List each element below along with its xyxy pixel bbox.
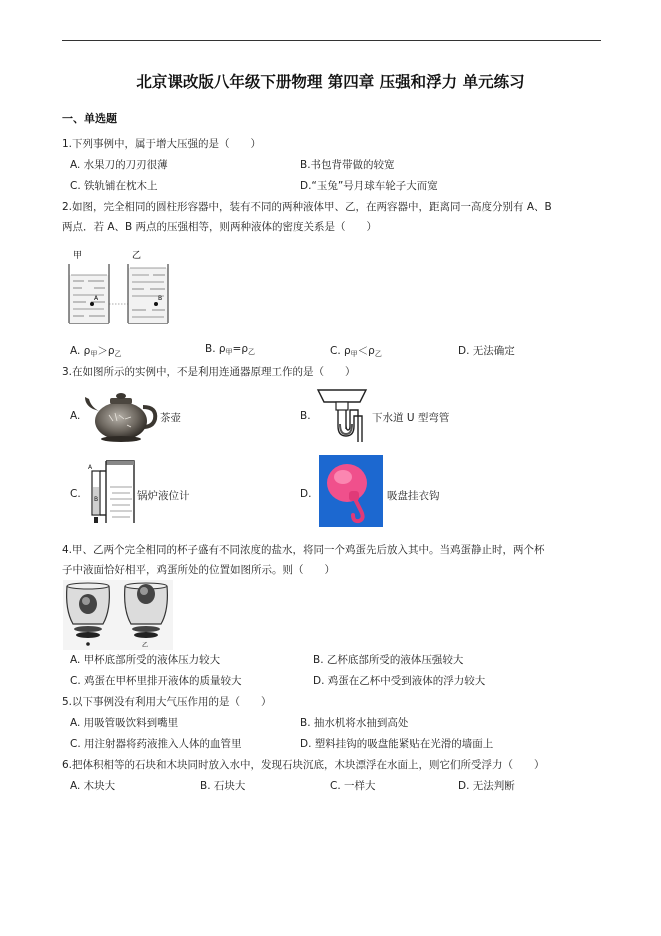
q4-option-c[interactable]: C. 鸡蛋在甲杯里排开液体的质量较大 xyxy=(70,675,242,687)
q4-option-a[interactable]: A. 甲杯底部所受的液体压力较大 xyxy=(70,654,221,666)
q2-option-b[interactable]: B. $\rho_甲=\rho_乙$ xyxy=(205,343,256,356)
q2-point-a-marker xyxy=(90,302,94,306)
q6-option-a[interactable]: A. 木块大 xyxy=(70,780,116,792)
gauge-valve-b-label: B xyxy=(94,496,99,503)
q1-option-c[interactable]: C. 铁轨铺在枕木上 xyxy=(70,180,158,192)
gauge-valve-a-label: A xyxy=(88,464,93,471)
suction-hook-image xyxy=(319,455,383,527)
boiler-level-gauge-image xyxy=(84,455,138,525)
q2-option-d[interactable]: D. 无法确定 xyxy=(458,345,515,357)
question-2-stem-line2: 两点．若 A、B 两点的压强相等，则两种液体的密度关系是（ ） xyxy=(62,221,378,233)
q5-option-a[interactable]: A. 用吸管吸饮料到嘴里 xyxy=(70,717,179,729)
q4-cups-figure xyxy=(63,580,173,650)
question-2-stem-line1: 2.如图，完全相同的圆柱形容器中，装有不同的两种液体甲、乙，在两容器中，距离同一高度分别有 A、B xyxy=(62,201,552,213)
q2-option-a[interactable]: A. $\rho_甲>\rho_乙$ xyxy=(70,345,122,358)
question-6-stem: 6.把体积相等的石块和木块同时放入水中，发现石块沉底，木块漂浮在水面上，则它们所受浮力（ ） xyxy=(62,759,545,771)
q3-option-b-caption: 下水道 U 型弯管 xyxy=(372,412,450,424)
q2-label-jia: 甲 xyxy=(73,251,83,261)
q6-option-d[interactable]: D. 无法判断 xyxy=(458,780,515,792)
q5-option-c[interactable]: C. 用注射器将药液推入人体的血管里 xyxy=(70,738,242,750)
u-bend-pipe-image xyxy=(316,386,368,444)
q1-option-b[interactable]: B.书包背带做的较宽 xyxy=(300,159,395,171)
q2-point-b-marker xyxy=(154,302,158,306)
q6-option-c[interactable]: C. 一样大 xyxy=(330,780,376,792)
q3-option-c-letter[interactable]: C. xyxy=(70,488,81,500)
q2-label-yi: 乙 xyxy=(132,251,142,261)
q3-option-b-letter[interactable]: B. xyxy=(300,410,311,422)
q6-option-b[interactable]: B. 石块大 xyxy=(200,780,246,792)
q3-option-d-letter[interactable]: D. xyxy=(300,488,312,500)
q1-option-a[interactable]: A. 水果刀的刀刃很薄 xyxy=(70,159,168,171)
top-rule xyxy=(62,40,601,41)
q2-containers-figure xyxy=(64,246,174,326)
q5-option-d[interactable]: D. 塑料挂钩的吸盘能紧贴在光滑的墙面上 xyxy=(300,738,494,750)
q4-label-yi: 乙 xyxy=(142,642,149,649)
q4-option-b[interactable]: B. 乙杯底部所受的液体压强较大 xyxy=(313,654,464,666)
q2-point-b-label: B xyxy=(158,295,163,302)
q3-option-a-letter[interactable]: A. xyxy=(70,410,81,422)
q3-option-c-caption: 锅炉液位计 xyxy=(137,490,190,502)
q3-option-a-caption: 茶壶 xyxy=(160,412,181,424)
question-5-stem: 5.以下事例没有利用大气压作用的是（ ） xyxy=(62,696,272,708)
question-1-stem: 1.下列事例中，属于增大压强的是（ ） xyxy=(62,138,262,150)
q4-option-d[interactable]: D. 鸡蛋在乙杯中受到液体的浮力较大 xyxy=(313,675,486,687)
q2-point-a-label: A xyxy=(94,295,99,302)
q5-option-b[interactable]: B. 抽水机将水抽到高处 xyxy=(300,717,409,729)
q2-option-c[interactable]: C. $\rho_甲<\rho_乙$ xyxy=(330,345,382,358)
teapot-image xyxy=(83,385,159,443)
q3-option-d-caption: 吸盘挂衣钩 xyxy=(387,490,440,502)
question-4-stem-line1: 4.甲、乙两个完全相同的杯子盛有不同浓度的盐水，将同一个鸡蛋先后放入其中。当鸡蛋静止时，两个杯 xyxy=(62,544,545,556)
question-4-stem-line2: 子中液面恰好相平，鸡蛋所处的位置如图所示。则（ ） xyxy=(62,564,335,576)
question-3-stem: 3.在如图所示的实例中，不是利用连通器原理工作的是（ ） xyxy=(62,366,356,378)
q1-option-d[interactable]: D.“玉兔”号月球车轮子大而宽 xyxy=(300,180,438,192)
section-heading: 一、单选题 xyxy=(62,112,117,125)
page-title: 北京课改版八年级下册物理 第四章 压强和浮力 单元练习 xyxy=(136,73,525,91)
